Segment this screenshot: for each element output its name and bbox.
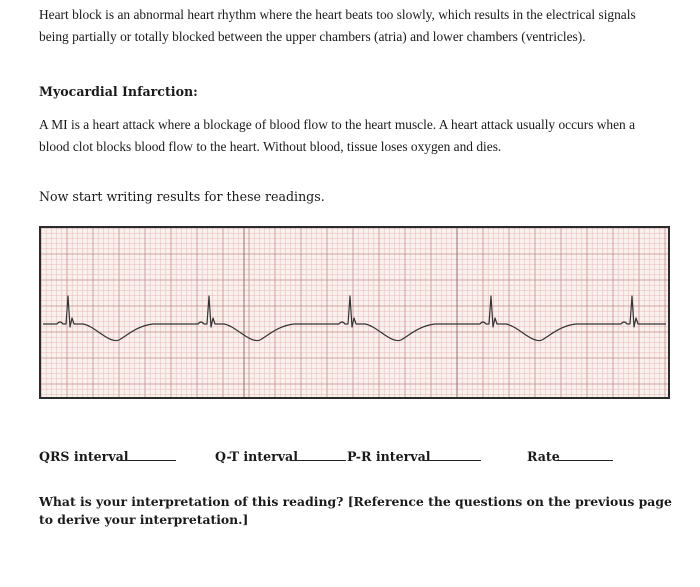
ecg-minor-grid [41,228,668,397]
ecg-major-grid [41,228,668,397]
ecg-strip [39,226,670,399]
instruction-text: Now start writing results for these readings. [39,189,325,204]
qt-interval-blank[interactable] [290,460,346,461]
mi-paragraph: A MI is a heart attack where a blockage of blood flow to the heart muscle. A heart attack usually occurs when a blood clot blocks blood flow to the heart. Without blood, tissue loses oxygen and dies. [39,117,636,154]
heart-block-paragraph: Heart block is an abnormal heart rhythm where the heart beats too slowly, which results in the electrical signals being partially or totally blocked between the upper chambers (atria) and lower chambers (ventricles). [39,7,636,44]
pr-interval-blank[interactable] [425,460,481,461]
rate-label: Rate [527,449,560,464]
ecg-trace [43,296,666,341]
interpretation-question: What is your interpretation of this reading? [Reference the questions on the previous page to derive your interpretation.] [39,494,672,527]
qt-interval-label: Q-T interval [215,449,298,464]
pr-interval-label: P-R interval [347,449,431,464]
rate-blank[interactable] [556,460,613,461]
ecg-grid-svg [41,228,668,397]
qrs-interval-blank[interactable] [119,460,176,461]
qrs-interval-label: QRS interval [39,449,129,464]
mi-heading: Myocardial Infarction: [39,84,198,99]
